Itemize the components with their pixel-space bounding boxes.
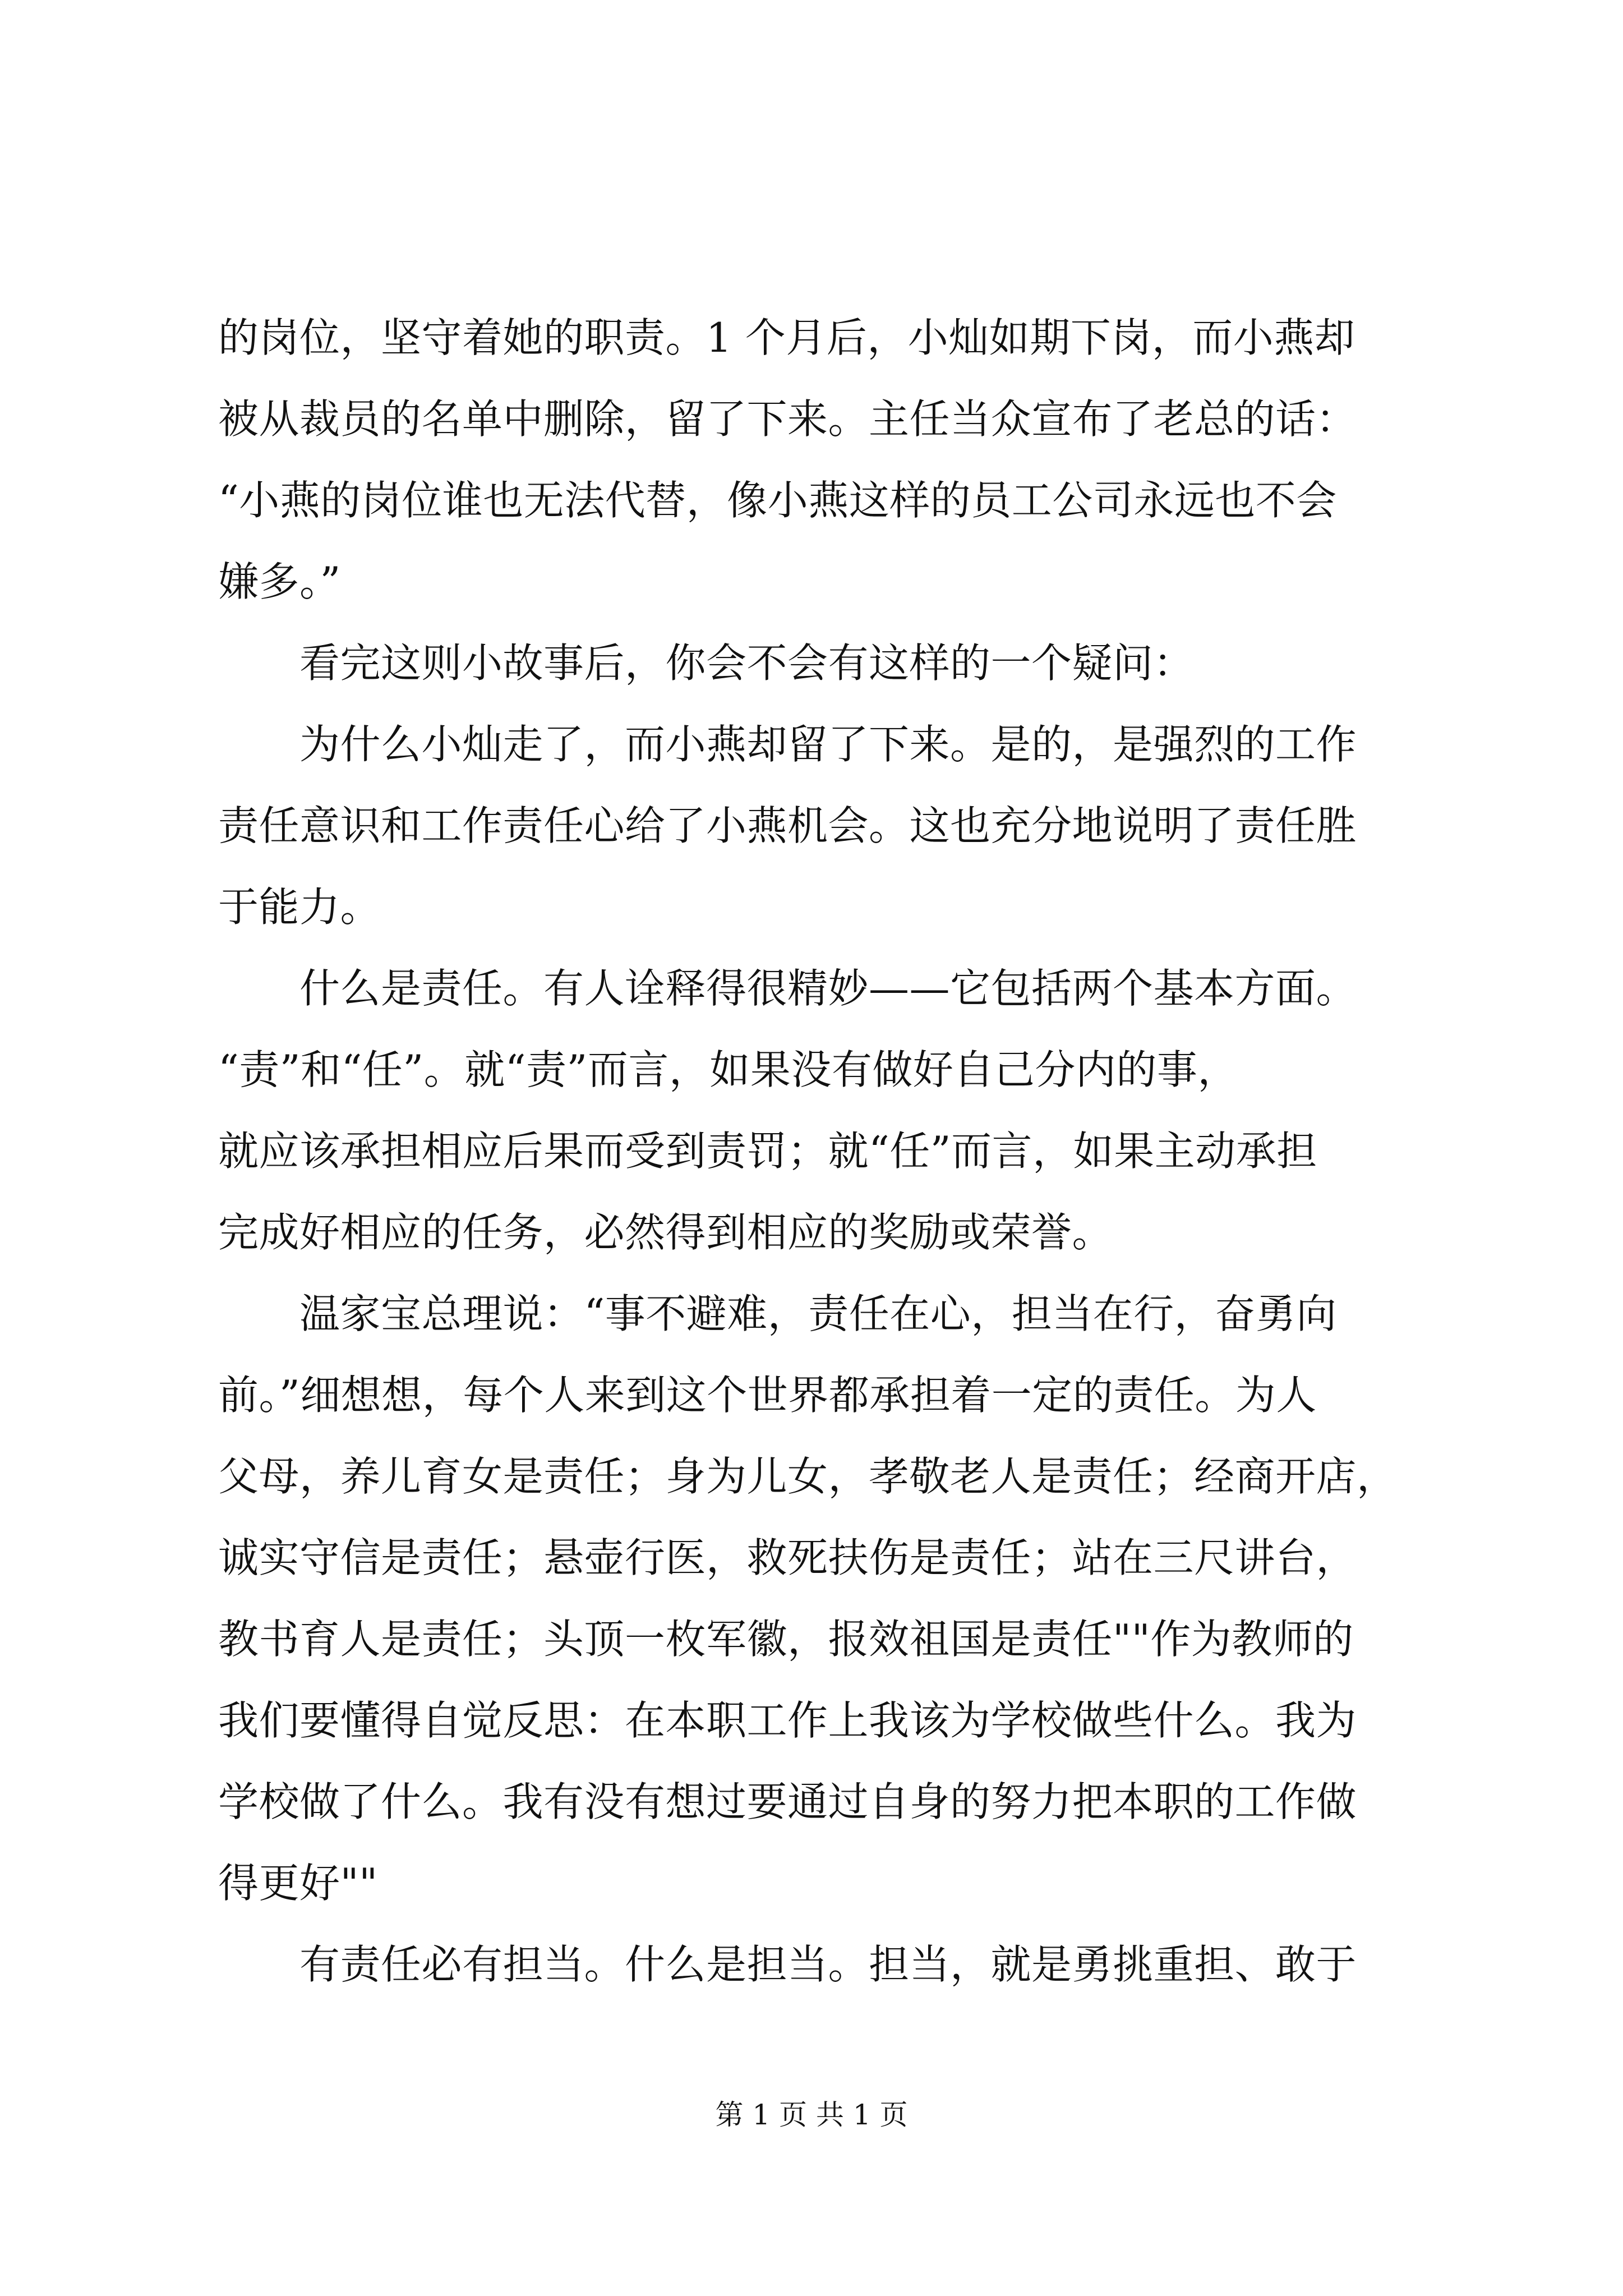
text-line: 有责任必有担当。什么是担当。担当，就是勇挑重担、敢于 — [218, 1941, 1357, 1988]
text-line: 完成好相应的任务，必然得到相应的奖励或荣誉。 — [218, 1209, 1113, 1256]
text-line: 得更好"" — [218, 1860, 378, 1907]
text-line: 被从裁员的名单中删除，留了下来。主任当众宣布了老总的话： — [218, 395, 1357, 443]
text-line: 学校做了什么。我有没有想过要通过自身的努力把本职的工作做 — [218, 1778, 1357, 1825]
text-line: “责”和“任”。就“责”而言，如果没有做好自己分内的事， — [218, 1046, 1238, 1093]
text-line: 就应该承担相应后果而受到责罚；就“任”而言，如果主动承担 — [218, 1128, 1317, 1175]
text-line: 父母，养儿育女是责任；身为儿女，孝敬老人是责任；经商开店， — [218, 1453, 1398, 1500]
text-line: “小燕的岗位谁也无法代替，像小燕这样的员工公司永远也不会 — [218, 477, 1337, 524]
text-line: 为什么小灿走了，而小燕却留了下来。是的，是强烈的工作 — [218, 721, 1357, 768]
page-footer: 第 1 页 共 1 页 — [715, 2099, 908, 2131]
text-line: 的岗位，坚守着她的职责。1 个月后，小灿如期下岗，而小燕却 — [218, 314, 1355, 361]
text-line: 教书育人是责任；头顶一枚军徽，报效祖国是责任""作为教师的 — [218, 1616, 1354, 1663]
text-line: 诚实守信是责任；悬壶行医，救死扶伤是责任；站在三尺讲台， — [218, 1534, 1357, 1581]
text-line: 于能力。 — [218, 884, 381, 931]
text-line: 责任意识和工作责任心给了小燕机会。这也充分地说明了责任胜 — [218, 802, 1357, 849]
text-line: 温家宝总理说：“事不避难，责任在心，担当在行，奋勇向 — [218, 1290, 1337, 1337]
text-line: 嫌多。” — [218, 558, 341, 605]
body-text — [218, 297, 1424, 2005]
text-line: 什么是责任。有人诠释得很精妙——它包括两个基本方面。 — [218, 965, 1357, 1012]
text-line: 我们要懂得自觉反思：在本职工作上我该为学校做些什么。我为 — [218, 1697, 1357, 1744]
text-line: 前。”细想想，每个人来到这个世界都承担着一定的责任。为人 — [218, 1372, 1317, 1419]
text-line: 看完这则小故事后，你会不会有这样的一个疑问： — [218, 639, 1195, 687]
